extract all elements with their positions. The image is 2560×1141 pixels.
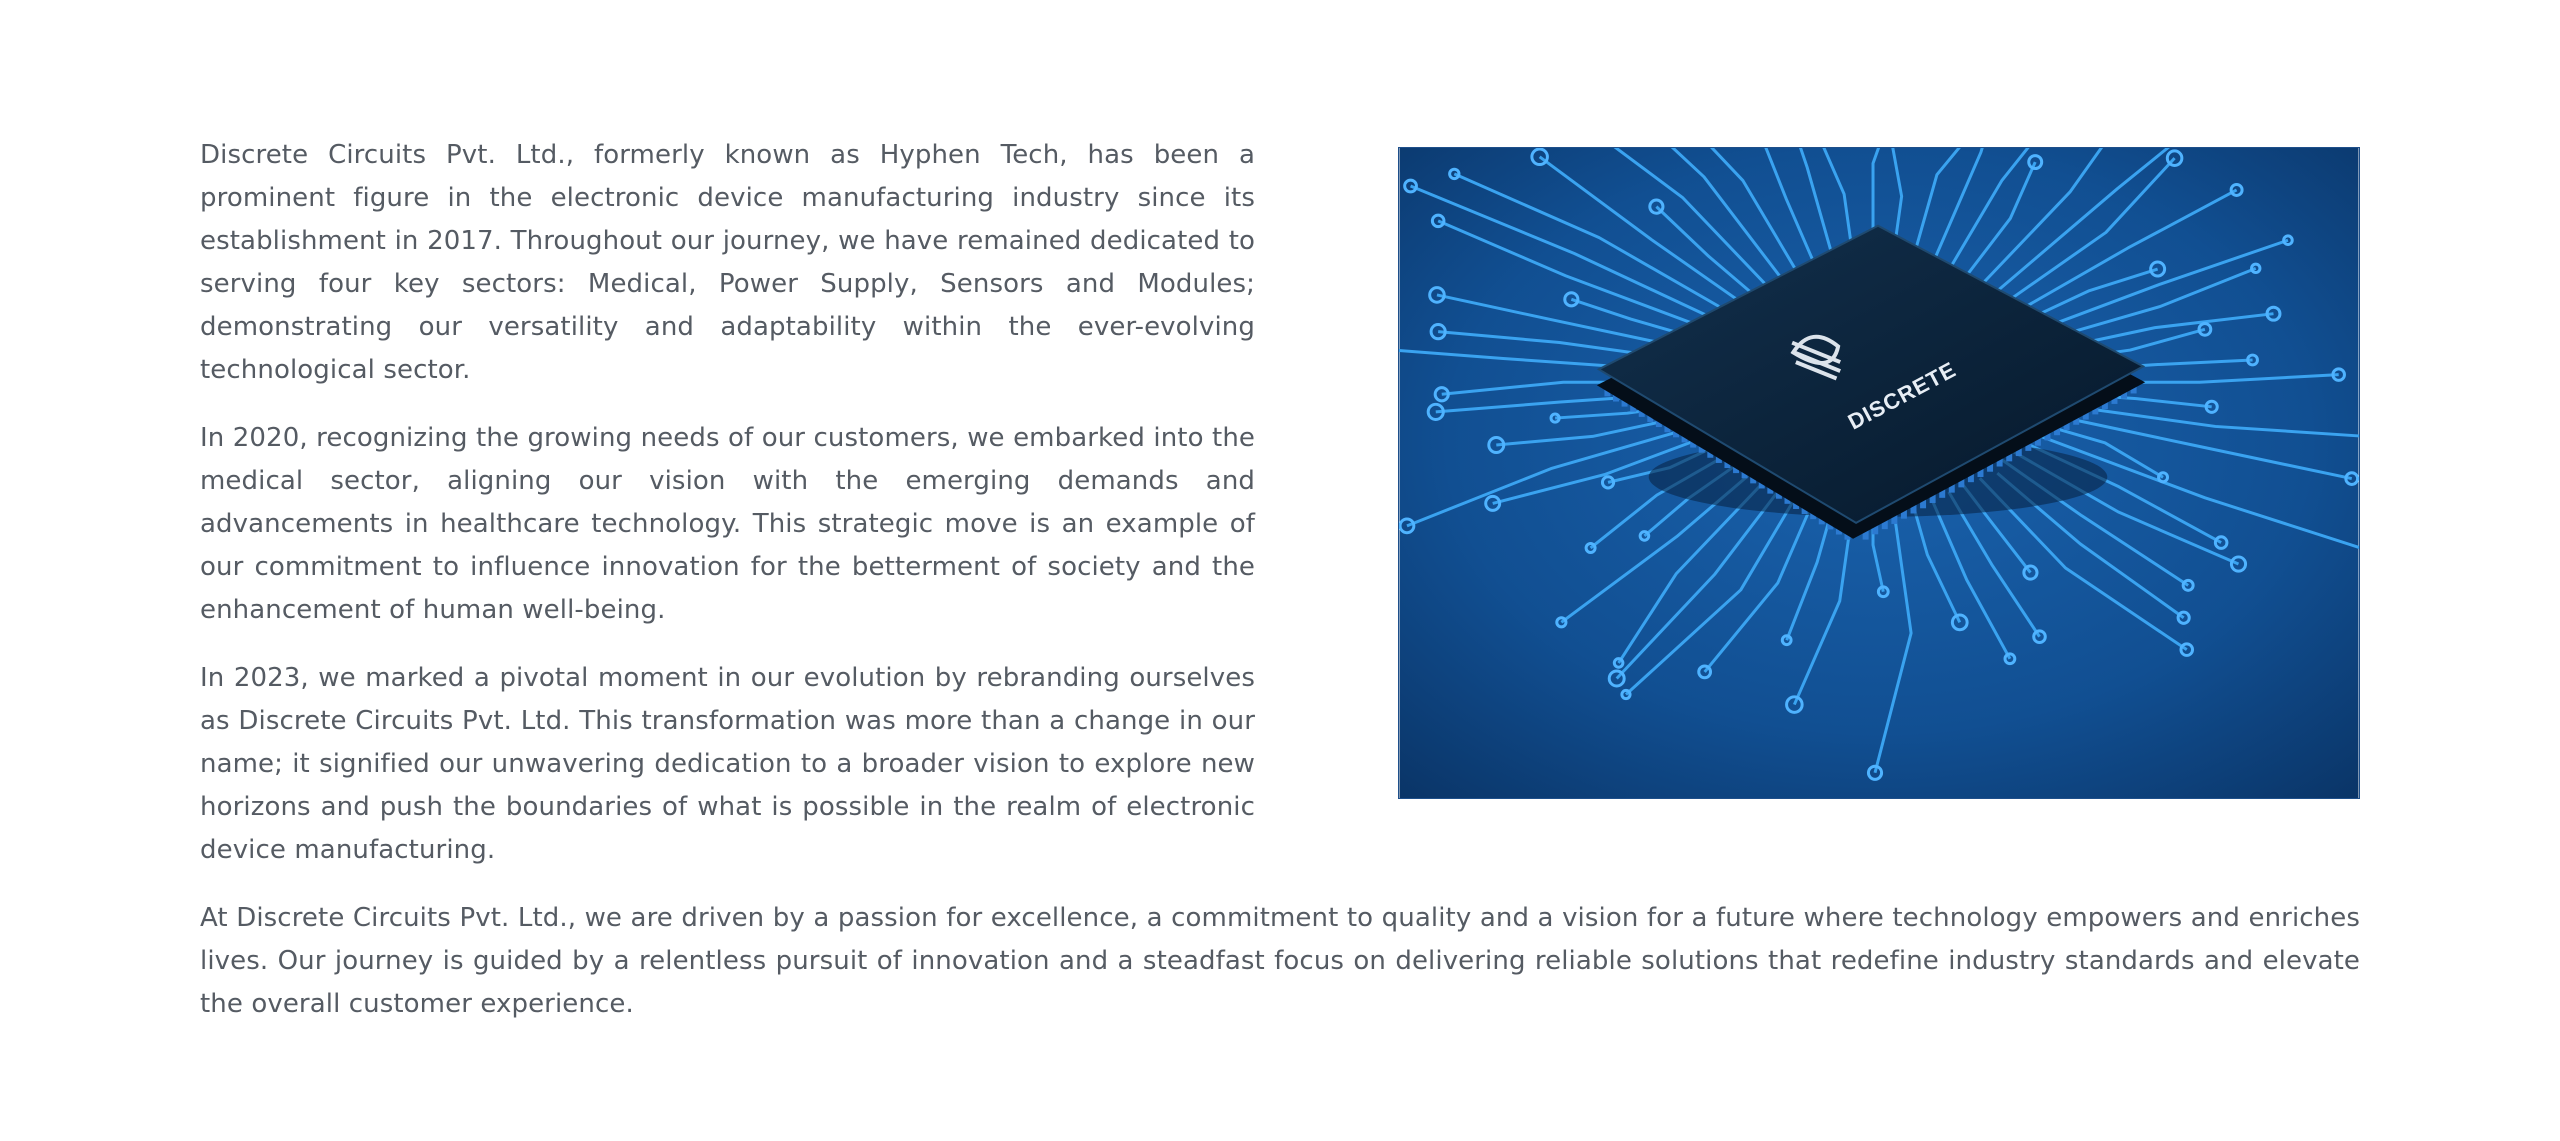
chip-brand-label: DISCRETE bbox=[1843, 356, 1961, 435]
about-text-column bbox=[200, 134, 1255, 897]
about-paragraph-2: In 2020, recognizing the growing needs of our customers, we embarked into the medical sector, aligning our vision with the emerging demands and advancements in healthcare technology. This strategic move is an example of our commitment to influence innovation for the betterment of society and the enhancement of human well-being. bbox=[200, 423, 1255, 625]
about-image-column bbox=[1398, 147, 2360, 897]
about-paragraph-1: Discrete Circuits Pvt. Ltd., formerly known as Hyphen Tech, has been a prominent figure in the electronic device manufacturing industry since its establishment in 2017. Throughout our journey, we have remained dedicated to serving four key sectors: Medical, Power Supply, Sensors and Modules; demonstrating our versatility and adaptability within the ever-evolving technological sector. bbox=[200, 140, 1255, 385]
about-top-row bbox=[200, 134, 2360, 897]
about-paragraph-3: In 2023, we marked a pivotal moment in our evolution by rebranding ourselves as Discrete Circuits Pvt. Ltd. This transformation was more than a change in our name; it signified our unwavering dedication to a broader vision to explore new horizons and push the boundaries of what is possible in the realm of electronic device manufacturing. bbox=[200, 663, 1255, 865]
microchip-image bbox=[1398, 147, 2360, 799]
about-section bbox=[200, 134, 2360, 1051]
about-closing-paragraph: At Discrete Circuits Pvt. Ltd., we are driven by a passion for excellence, a commitment to quality and a vision for a future where technology empowers and enriches lives. Our journey is guided by a relentless pursuit of innovation and a steadfast focus on delivering reliable solutions that redefine industry standards and elevate the overall customer experience. bbox=[200, 903, 2360, 1019]
